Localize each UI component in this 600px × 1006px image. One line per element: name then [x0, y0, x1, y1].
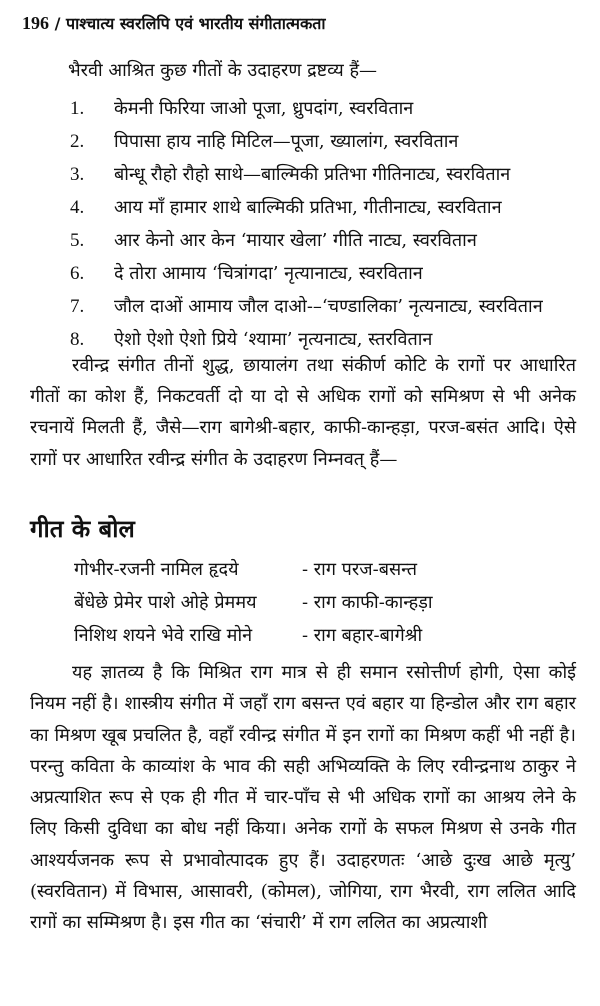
list-item: [70, 92, 543, 125]
list-item: [70, 191, 543, 224]
section-heading: गीत के बोल: [30, 514, 135, 543]
song-row: [74, 553, 433, 586]
list-number: 6.: [70, 263, 85, 284]
list-text: जौल दाओं आमाय जौल दाओ-–‘चण्डालिका’ नृत्यनाट्य, स्वरवितान: [114, 296, 543, 317]
list-item: [70, 224, 543, 257]
song-raag: - राग बहार-बागेश्री: [302, 625, 423, 646]
list-item: [70, 158, 543, 191]
list-text: आय माँ हामार शाथे बाल्मिकी प्रतिभा, गीतीनाट्य, स्वरवितान: [114, 197, 502, 218]
list-item: [70, 290, 543, 323]
list-text: पिपासा हाय नाहि मिटिल—पूजा, ख्यालांग, स्वरवितान: [114, 131, 459, 152]
bhairavi-song-list: [70, 92, 543, 356]
page-header: [22, 12, 326, 34]
list-item: [70, 257, 543, 290]
list-text: बोन्धू रौहो रौहो साथे—बाल्मिकी प्रतिभा गीतिनाट्य, स्वरवितान: [114, 164, 511, 185]
paragraph-mixed-raag: यह ज्ञातव्य है कि मिश्रित राग मात्र से ही समान रसोत्तीर्ण होगी, ऐसा कोई नियम नहीं है। शास्त्रीय संगीत में जहाँ राग बसन्त एवं बहार या हिन्डोल और राग बहार का मिश्रण खूब प्रचलित है, वहाँ रवीन्द्र संगीत में इन रागों का मिश्रण कहीं भी नहीं है। परन्तु कविता के काव्यांश के भाव की सही अभिव्यक्ति के लिए रवीन्द्रनाथ ठाकुर ने अप्रत्याशित रूप से एक ही गीत में चार-पाँच से भी अधिक रागों का आश्रय लेने के लिए किसी दुविधा का बोध नहीं किया। अनेक रागों के सफल मिश्रण से उनके गीत आश्यर्यजनक रूप से प्रभावोत्पादक हुए हैं। उदाहरणतः ‘आछे दुःख आछे मृत्यु’ (स्वरवितान) में विभास, आसावरी, (कोमल), जोगिया, राग भैरवी, राग ललित आदि रागों का सम्मिश्रण है। इस गीत का ‘संचारी’ में राग ललित का अप्रत्याशी: [30, 662, 576, 934]
list-text: आर केनो आर केन ‘मायार खेला’ गीति नाट्य, स्वरवितान: [114, 230, 477, 251]
list-text: दे तोरा आमाय ‘चित्रांगदा’ नृत्यानाट्य, स्वरवितान: [114, 263, 423, 284]
list-number: 5.: [70, 230, 85, 251]
song-lyric: निशिथ शयने भेवे राखि मोने: [74, 625, 253, 646]
list-item: [70, 125, 543, 158]
list-number: 1.: [70, 98, 85, 119]
intro-line: भैरवी आश्रित कुछ गीतों के उदाहरण द्रष्टव्य हैं—: [68, 60, 378, 81]
paragraph-rabindra-sangeet: रवीन्द्र संगीत तीनों शुद्ध, छायालंग तथा संकीर्ण कोटि के रागों पर आधारित गीतों का कोश हैं, निकटवर्ती दो या दो से अधिक रागों को समिश्रण से भी अनेक रचनायें मिलती हैं, जैसे—राग बागेश्री-बहार, काफी-कान्हड़ा, परज-बसंत आदि। ऐसे रागों पर आधारित रवीन्द्र संगीत के उदाहरण निम्नवत् हैं—: [30, 355, 576, 470]
list-number: 8.: [70, 329, 85, 350]
list-text: केमनी फिरिया जाओ पूजा, ध्रुपदांग, स्वरवितान: [114, 98, 414, 119]
song-row: [74, 586, 433, 619]
list-number: 7.: [70, 296, 85, 317]
running-title: / पाश्चात्य स्वरलिपि एवं भारतीय संगीतात्मकता: [54, 14, 326, 33]
song-raag-list: [74, 553, 433, 652]
list-text: ऐशो ऐशो ऐशो प्रिये ‘श्यामा’ नृत्यनाट्य, स्तरवितान: [114, 329, 433, 350]
song-raag: - राग काफी-कान्हड़ा: [302, 592, 433, 613]
song-lyric: गोभीर-रजनी नामिल हृदये: [74, 559, 239, 580]
list-number: 2.: [70, 131, 85, 152]
song-raag: - राग परज-बसन्त: [302, 559, 417, 580]
page-number: 196: [22, 13, 49, 33]
list-number: 3.: [70, 164, 85, 185]
song-lyric: बेंधेछे प्रेमेर पाशे ओहे प्रेममय: [74, 592, 257, 613]
song-row: [74, 619, 433, 652]
list-number: 4.: [70, 197, 85, 218]
